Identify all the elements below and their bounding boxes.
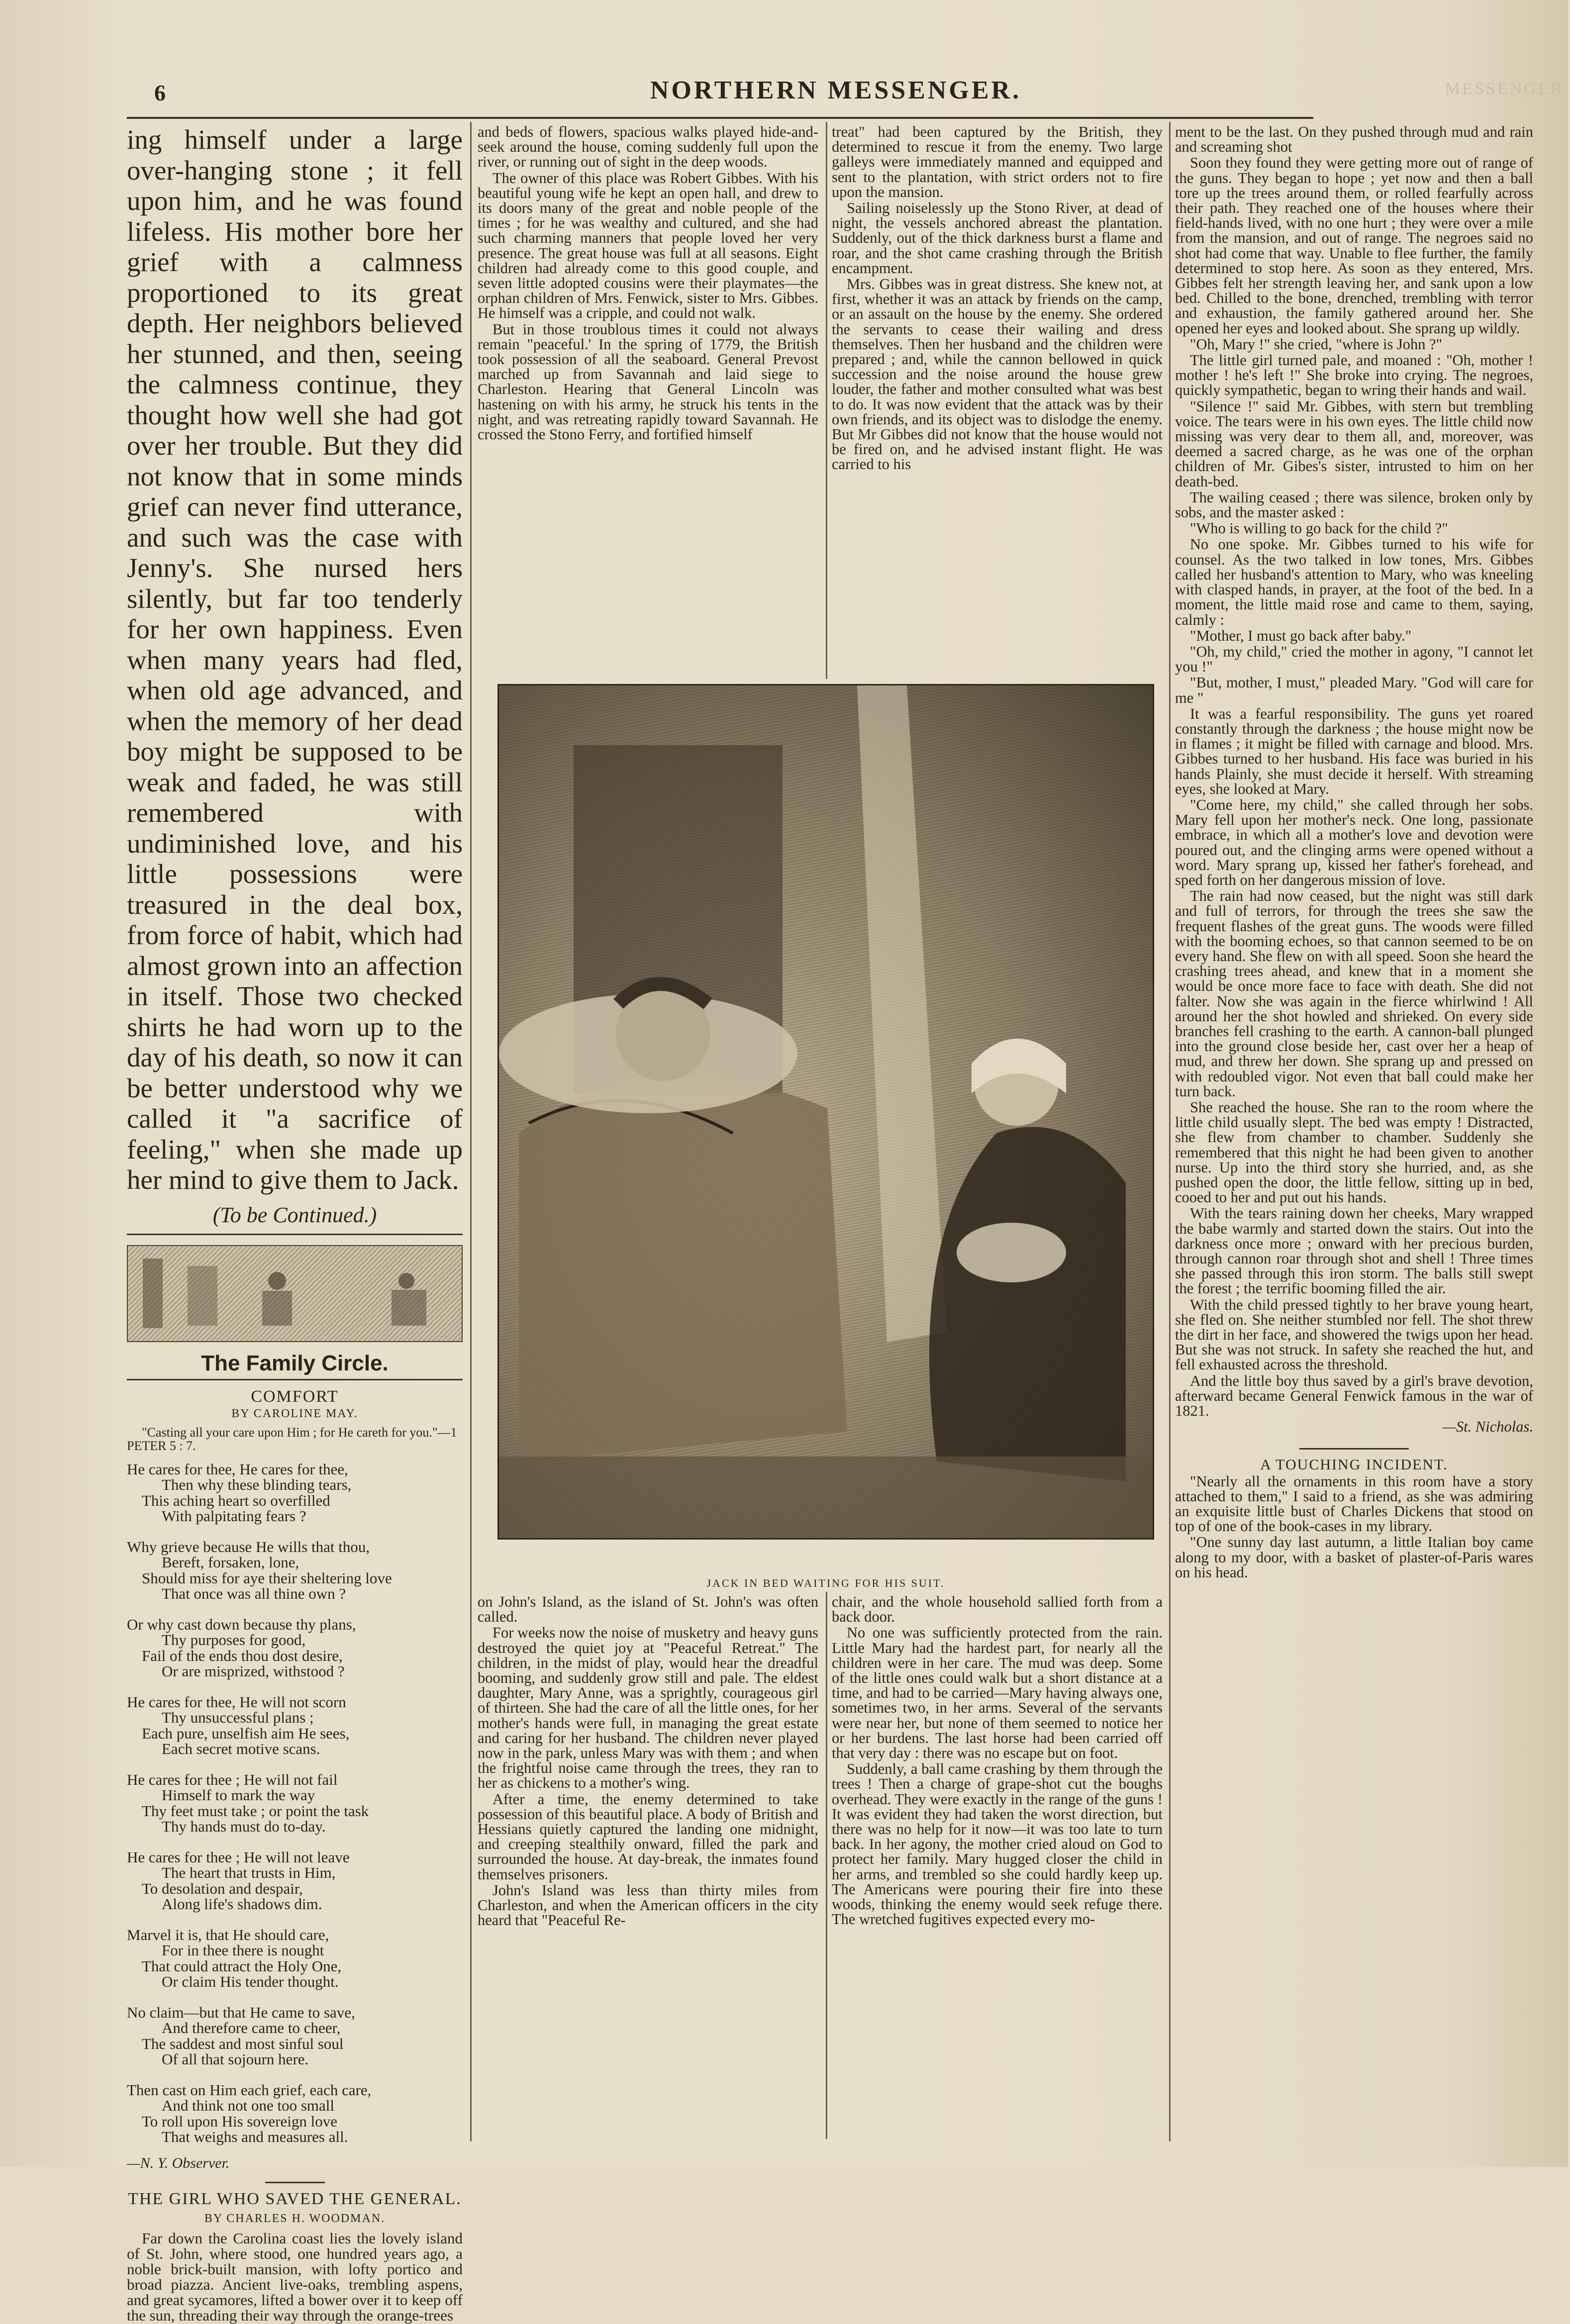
poem-line: Then why these blinding tears, <box>162 1476 352 1493</box>
poem-line: That weighs and measures all. <box>162 2128 348 2145</box>
poem-line: Each secret motive scans. <box>162 1740 320 1757</box>
poem-line: He cares for thee, He will not scorn <box>127 1693 346 1711</box>
story-paragraph: "Who is willing to go back for the child ?" <box>1190 520 1448 537</box>
story-paragraph: It was a fearful responsibility. The guns yet roared constantly through the darkness ; the house might now be in flames ; it might be filled with carnage and blood. Mrs. Gibbes turned to her husband. His face was buried in his hands Plainly, she must decide it herself. With streaming eyes, she looked at Mary. <box>1175 705 1533 797</box>
section-title-family-circle: The Family Circle. <box>201 1351 389 1375</box>
poem-line: Should miss for aye their sheltering love <box>142 1569 392 1587</box>
family-circle-engraving <box>127 1245 463 1342</box>
story-paragraph: ing himself under a large over-hanging stone ; it fell upon him, and he was found lifeless. His mother bore her grief with a calmness proportioned to its great depth. Her neighbors believed her stunned, and then, seeing the calmness continue, they thought how well she had got over her trouble. But they did not know that in some minds grief can never find utterance, and such was the case with Jenny's. She nursed hers silently, but far too tenderly for her own happiness. Even when many years had fled, when old age advanced, and when the memory of her dead boy might be supposed to be weak and faded, he was still remembered with undiminished love, and his little possessions were treasured in the deal box, from force of habit, which had almost grown into an affection in itself. Those two checked shirts he had worn up to the day of his death, so now it can be better understood why we called it "a sacrifice of feeling," when she made up her mind to give them to Jack. <box>127 124 463 1195</box>
illustration-caption: JACK IN BED WAITING FOR HIS SUIT. <box>706 1577 945 1589</box>
poem-line: The heart that trusts in Him, <box>162 1864 336 1881</box>
poem-line: Thy feet must take ; or point the task <box>142 1802 369 1820</box>
column-2-top <box>478 124 818 681</box>
bedside-scene-icon <box>499 685 1153 1538</box>
bleed-through-text: MESSENGER. <box>1445 80 1570 98</box>
poem-line: Then cast on Him each grief, each care, <box>127 2081 372 2099</box>
poem-title: COMFORT <box>251 1387 339 1406</box>
jenny-story-continued <box>127 124 463 1195</box>
story-title: THE GIRL WHO SAVED THE GENERAL. <box>128 2189 462 2208</box>
poem-line: To desolation and despair, <box>142 1879 303 1897</box>
poem-line: And think not one too small <box>162 2097 335 2114</box>
story-paragraph: No one was sufficiently protected from the rain. Little Mary had the hardest part, for nearly all the children were in her care. The mud was deep. Some of the little ones could walk but a short distance at a time, and had to be carried—Mary having always one, sometimes two, in her arms. Several of the servants were near her, but none of them seemed to notice her or her burdens. The last horse had been carried off that very day : there was no escape but on foot. <box>832 1624 1163 1762</box>
story-paragraph: on John's Island, as the island of St. John's was often called. <box>478 1593 818 1626</box>
section-rule <box>127 1234 463 1235</box>
story-continued <box>1175 124 1533 1418</box>
poem-line: To roll upon His sovereign love <box>142 2112 338 2130</box>
story-paragraph: With the child pressed tightly to her brave young heart, she fled on. She neither stumbled nor fell. The shot threw the dirt in her face, and showered the twigs upon her head. But she was not struck. In safety she reached the hut, and fell exhausted across the threshold. <box>1175 1296 1533 1373</box>
poem-line: For in thee there is nought <box>162 1941 324 1959</box>
story-paragraph: For weeks now the noise of musketry and heavy guns destroyed the quiet joy at "Peaceful Retreat." The children, in the midst of play, would hear the dreadful booming, and suddenly grow still and pale. The eldest daughter, Mary Anne, was a sprightly, courageous girl of thirteen. She had the care of all the little ones, for her mother's hands were full, in managing the great estate and caring for her husband. The children never played now in the park, unless Mary was with them ; and when the frightful noise came through the trees, they ran to her as chickens to a mother's wing. <box>478 1624 818 1792</box>
column-divider-3 <box>1169 122 1171 2141</box>
story-paragraph: No one spoke. Mr. Gibbes turned to his wife for counsel. As the two talked in low tones, Mrs. Gibbes called her husband's attention to Mary, who was kneeling with clasped hands, in prayer, at the foot of the bed. In a moment, the little maid rose and came to them, saying, calmly : <box>1175 536 1533 628</box>
masthead: NORTHERN MESSENGER. <box>650 76 1022 104</box>
story-source: —St. Nicholas. <box>1442 1418 1533 1436</box>
poem-epigraph: "Casting all your care upon Him ; for He careth for you."—1 PETER 5 : 7. <box>127 1425 457 1453</box>
column-1 <box>127 124 463 2324</box>
poem-line: Of all that sojourn here. <box>162 2050 309 2068</box>
poem-source: —N. Y. Observer. <box>127 2154 230 2171</box>
poem-stanza <box>127 1539 463 1602</box>
poem-line: Thy hands must do to-day. <box>162 1818 326 1835</box>
poem-stanza <box>127 2082 463 2145</box>
story-byline: BY CHARLES H. WOODMAN. <box>204 2212 386 2225</box>
poem-line: Himself to mark the way <box>162 1786 315 1804</box>
story-paragraph: "One sunny day last autumn, a little Italian boy came along to my door, with a basket of plaster-of-Paris wares on his head. <box>1175 1534 1533 1581</box>
story-paragraph: But in those troublous times it could not always remain "peaceful.' In the spring of 1779, the British took possession of all the seaboard. General Prevost marched up from Savannah and laid siege to Charleston. Hearing that General Lincoln was hastening on with his army, he struck his tents in the night, and was retreating rapidly toward Savannah. He crossed the Stono Ferry, and fortified himself <box>478 320 818 443</box>
column-3-top <box>832 124 1163 681</box>
poem-line: That could attract the Holy One, <box>142 1957 342 1975</box>
page-number: 6 <box>154 80 166 105</box>
poem-stanza <box>127 1849 463 1912</box>
story-paragraph: treat" had been captured by the British, they determined to rescue it from the enemy. Two large galleys were immediately manned and equipped and sent to the plantation, with strict orders not to fire upon the mansion. <box>832 123 1163 200</box>
story-paragraph: John's Island was less than thirty miles from Charleston, and when the American officers in the city heard that "Peaceful Re- <box>478 1881 818 1929</box>
poem-stanza <box>127 1927 463 1990</box>
poem-stanza <box>127 1772 463 1835</box>
touching-incident-title: A TOUCHING INCIDENT. <box>1260 1456 1448 1473</box>
story-paragraph: And the little boy thus saved by a girl's brave devotion, afterward became General Fenwick famous in the war of 1821. <box>1175 1372 1533 1420</box>
story-paragraph: With the tears raining down her cheeks, Mary wrapped the babe warmly and started down the stairs. Out into the darkness once more ; onward with her precious burden, through cannon roar through shot and shell ! Three times she passed through this iron storm. The balls still swept the forest ; the terrific booming filled the air. <box>1175 1205 1533 1297</box>
story-paragraph: "Oh, my child," cried the mother in agony, "I cannot let you !" <box>1175 643 1533 676</box>
story-paragraph: The rain had now ceased, but the night was still dark and full of terrors, for through the trees she saw the frequent flashes of the great guns. The woods were filled with the booming echoes, so that cannon seemed to be on every hand. She flew on with all speed. Soon she heard the crashing trees ahead, and knew that in a moment she would be once more face to face with death. She did not falter. Now she was again in the fierce whirlwind ! All around her the shot howled and shrieked. On every side branches fell crashing to the earth. A cannon-ball plunged into the ground close beside her, cast over her a heap of mud, and threw her down. She sprang up and pressed on with redoubled vigor. Not even that ball could make her turn back. <box>1175 887 1533 1100</box>
story-paragraph: Sailing noiselessly up the Stono River, at dead of night, the vessels anchored abreast the plantation. Suddenly, out of the thick darkness burst a flame and roar, and the shot came crashing through the British encampment. <box>832 199 1163 277</box>
story-paragraph: "Come here, my child," she called through her sobs. Mary fell upon her mother's neck. One long, passionate embrace, in which all a mother's love and devotion were poured out, and the clinging arms were opened without a word. Mary sprang up, kissed her father's forehead, and sped forth on her dangerous mission of love. <box>1175 796 1533 888</box>
column-2-bottom <box>478 1594 818 2141</box>
column-divider-2b <box>826 1592 827 2139</box>
poem-line: Along life's shadows dim. <box>162 1895 322 1913</box>
story-paragraph: "Oh, Mary !" she cried, "where is John ?" <box>1190 335 1443 353</box>
poem-stanza <box>127 2005 463 2067</box>
divider <box>1299 1448 1409 1450</box>
story-paragraph: She reached the house. She ran to the room where the little child usually slept. The bed was empty ! Distracted, she flew from chamber to chamber. Suddenly she remembered that this night he had been given to another nurse. Up into the third story she hurried, and, as she pushed open the door, the little fellow, sitting up in bed, cooed to her and put out his hands. <box>1175 1099 1533 1206</box>
poem-line: Or claim His tender thought. <box>162 1973 339 1990</box>
poem-stanza <box>127 1617 463 1679</box>
column-divider-2a <box>826 122 827 679</box>
poem-line: Thy purposes for good, <box>162 1631 306 1648</box>
poem-stanzas <box>127 1461 463 2145</box>
to-be-continued: (To be Continued.) <box>212 1202 377 1227</box>
poem-stanza <box>127 1694 463 1757</box>
story-paragraph: chair, and the whole household sallied forth from a back door. <box>832 1593 1163 1626</box>
poem-line: The saddest and most sinful soul <box>142 2034 344 2052</box>
story-paragraph: The wailing ceased ; there was silence, broken only by sobs, and the master asked : <box>1175 488 1533 521</box>
poem-line: Why grieve because He wills that thou, <box>127 1538 370 1555</box>
column-divider-1 <box>470 122 472 2141</box>
header-rule <box>127 117 1313 119</box>
poem-line: This aching heart so overfilled <box>142 1491 330 1509</box>
story-paragraph: Soon they found they were getting more out of range of the guns. They began to hope ; yet now and then a ball tore up the trees around them, or rolled fearfully across their path. They reached one of the houses where their field-hands lived, with no one hurt ; they were over a mile from the mansion, and out of range. The negroes said no shot had come that way. Unable to flee further, the family determined to stop here. As soon as they entered, Mrs. Gibbes felt her strength leaving her, and sank upon a low bed. Chilled to the bone, drenched, trembling with terror and exhaustion, the family gathered around her. She opened her eyes and looked about. She sprang up wildly. <box>1175 154 1533 337</box>
poem-stanza <box>127 1461 463 1524</box>
poem-line: And therefore came to cheer, <box>162 2019 341 2036</box>
poem-line: Or why cast down because thy plans, <box>127 1615 356 1633</box>
story-paragraph: Suddenly, a ball came crashing by them through the trees ! Then a charge of grape-shot cut the boughs overhead. They were exactly in the range of the guns ! It was evident they had taken the worst direction, but there was no help for it now—it was too late to turn back. In her agony, the mother cried aloud on God to protect her family. Mary hugged closer the child in her arms, and trembled so she could hardly keep up. The Americans were pouring their fire into these woods, thinking the enemy would seek refuge there. The wretched fugitives expected every mo- <box>832 1760 1163 1928</box>
poem-line: Marvel it is, that He should care, <box>127 1926 329 1943</box>
family-scene-icon <box>128 1246 462 1341</box>
poem-line: That once was all thine own ? <box>162 1585 346 1602</box>
poem-line: With palpitating fears ? <box>162 1507 306 1525</box>
story-paragraph: "Nearly all the ornaments in this room have a story attached to them," I said to a friend, as she was admiring an exquisite little bust of Charles Dickens that stood on top of one of the book-cases in my library. <box>1175 1472 1533 1535</box>
poem-line: He cares for thee ; He will not leave <box>127 1848 350 1866</box>
poem-byline: BY CAROLINE MAY. <box>231 1407 358 1420</box>
column-3-bottom <box>832 1594 1163 2141</box>
poem-line: Or are misprized, withstood ? <box>162 1662 345 1680</box>
engraving-illustration <box>497 684 1154 1540</box>
section-rule <box>127 1379 463 1380</box>
story-paragraph: "Silence !" said Mr. Gibbes, with stern but trembling voice. The tears were in his own eyes. The little child now missing was very dear to them all, and, moreover, was deemed a sacred charge, as he was one of the orphan children of Mr. Gibes's sister, intrusted to him on her death-bed. <box>1175 397 1533 490</box>
poem-line: Bereft, forsaken, lone, <box>162 1553 299 1571</box>
poem-line: No claim—but that He came to save, <box>127 2003 355 2021</box>
poem-line: He cares for thee, He cares for thee, <box>127 1460 348 1478</box>
story-paragraph: Far down the Carolina coast lies the lovely island of St. John, where stood, one hundred years ago, a noble brick-built mansion, with lofty portico and broad piazza. Ancient live-oaks, trembling aspens, and great sycamores, lifted a bower over it to keep off the sun, threading their way through the orange-trees <box>127 2229 463 2324</box>
story-paragraph: and beds of flowers, spacious walks played hide-and-seek around the house, coming suddenly full upon the river, or running out of sight in the deep woods. <box>478 123 818 171</box>
poem-line: Each pure, unselfish aim He sees, <box>142 1724 350 1742</box>
story-paragraph: After a time, the enemy determined to take possession of this beautiful place. A body of British and Hessians quietly captured the landing one midnight, and creeping stealthily onward, filled the park and surrounded the house. At day-break, the inmates found themselves prisoners. <box>478 1790 818 1883</box>
poem-line: Fail of the ends thou dost desire, <box>142 1646 343 1664</box>
story-paragraph: "Mother, I must go back after baby." <box>1190 627 1412 644</box>
story-paragraph: "But, mother, I must," pleaded Mary. "God will care for me " <box>1175 674 1533 706</box>
column-4 <box>1175 124 1533 2144</box>
story-paragraph: The little girl turned pale, and moaned : "Oh, mother ! mother ! he's left !" She broke into crying. The negroes, quickly sympathetic, began to wring their hands and wail. <box>1175 352 1533 399</box>
poem-line: He cares for thee ; He will not fail <box>127 1770 338 1788</box>
divider <box>265 2182 325 2183</box>
poem-line: Thy unsuccessful plans ; <box>162 1709 314 1726</box>
story-paragraph: The owner of this place was Robert Gibbes. With his beautiful young wife he kept an open hall, and drew to its doors many of the great and noble people of the times ; for he was wealthy and cultured, and she had such charming manners that people loved her very presence. The great house was full at all seasons. Eight children had already come to this good couple, and seven little adopted cousins were their playmates—the orphan children of Mrs. Fenwick, sister to Mrs. Gibbes. He himself was a cripple, and could not walk. <box>478 169 818 322</box>
story-paragraph: Mrs. Gibbes was in great distress. She knew not, at first, whether it was an attack by friends on the camp, or an assault on the house by the enemy. She ordered the servants to cease their wailing and dress themselves. Then her husband and the children were prepared ; and, while the cannon bellowed in quick succession and the noise around the house grew louder, the father and mother consulted what was best to do. It was now evident that the attack was by their own friends, and its object was to dislodge the enemy. But Mr Gibbes did not know that the house would not be fired on, and he advised instant flight. He was carried to his <box>832 276 1163 473</box>
story-paragraph: ment to be the last. On they pushed through mud and rain and screaming shot <box>1175 123 1533 156</box>
